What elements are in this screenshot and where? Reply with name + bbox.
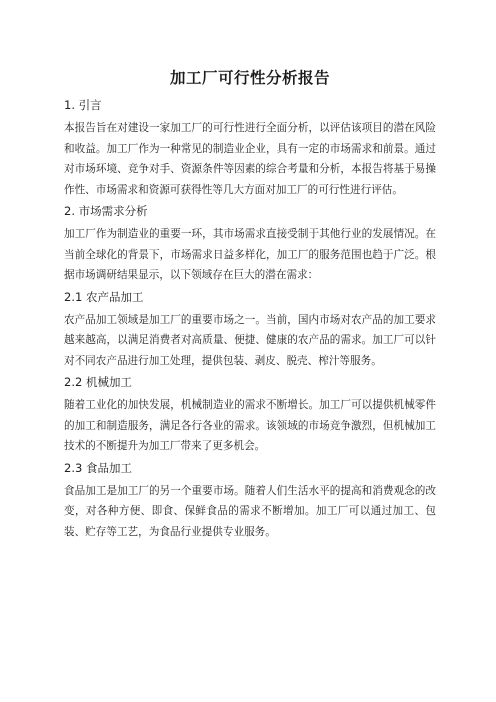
section-agricultural-processing (64, 290, 436, 372)
section-market-demand (64, 204, 436, 286)
section-paragraph: 农产品加工领域是加工厂的重要市场之一。当前，国内市场对农产品的加工要求越来越高，以满足消费者对高质量、便捷、健康的农产品的需求。加工厂可以针对不同农产品进行加工处理，提供包装、剥皮、脱壳、榨汁等服务。 (64, 313, 436, 367)
section-paragraph: 本报告旨在对建设一家加工厂的可行性进行全面分析，以评估该项目的潜在风险和收益。加工厂作为一种常见的制造业企业，具有一定的市场需求和前景。通过对市场环境、竞争对手、资源条件等因素的综合考量和分析，本报告将基于易操作性、市场需求和资源可获得性等几大方面对加工厂的可行性进行评估。 (64, 122, 436, 196)
section-food-processing (64, 461, 436, 543)
section-heading: 2. 市场需求分析 (64, 204, 148, 218)
section-paragraph: 食品加工是加工厂的另一个重要市场。随着人们生活水平的提高和消费观念的改变，对各种方便、即食、保鲜食品的需求不断增加。加工厂可以通过加工、包装、贮存等工艺，为食品行业提供专业服务。 (64, 484, 436, 538)
section-introduction (64, 98, 436, 200)
section-heading: 2.2 机械加工 (64, 375, 132, 389)
document-title: 加工厂可行性分析报告 (169, 69, 330, 87)
section-heading: 1. 引言 (64, 98, 102, 112)
section-mechanical-processing (64, 375, 436, 457)
section-heading: 2.3 食品加工 (64, 460, 132, 475)
section-heading: 2.1 农产品加工 (64, 289, 144, 304)
section-paragraph: 随着工业化的加快发展，机械制造业的需求不断增长。加工厂可以提供机械零件的加工和制造服务，满足各行各业的需求。该领域的市场竞争激烈，但机械加工技术的不断提升为加工厂带来了更多机会。 (64, 399, 436, 452)
section-paragraph: 加工厂作为制造业的重要一环，其市场需求直接受制于其他行业的发展情况。在当前全球化的背景下，市场需求日益多样化，加工厂的服务范围也趋于广泛。根据市场调研结果显示，以下领域存在巨大的潜在需求： (64, 228, 436, 281)
